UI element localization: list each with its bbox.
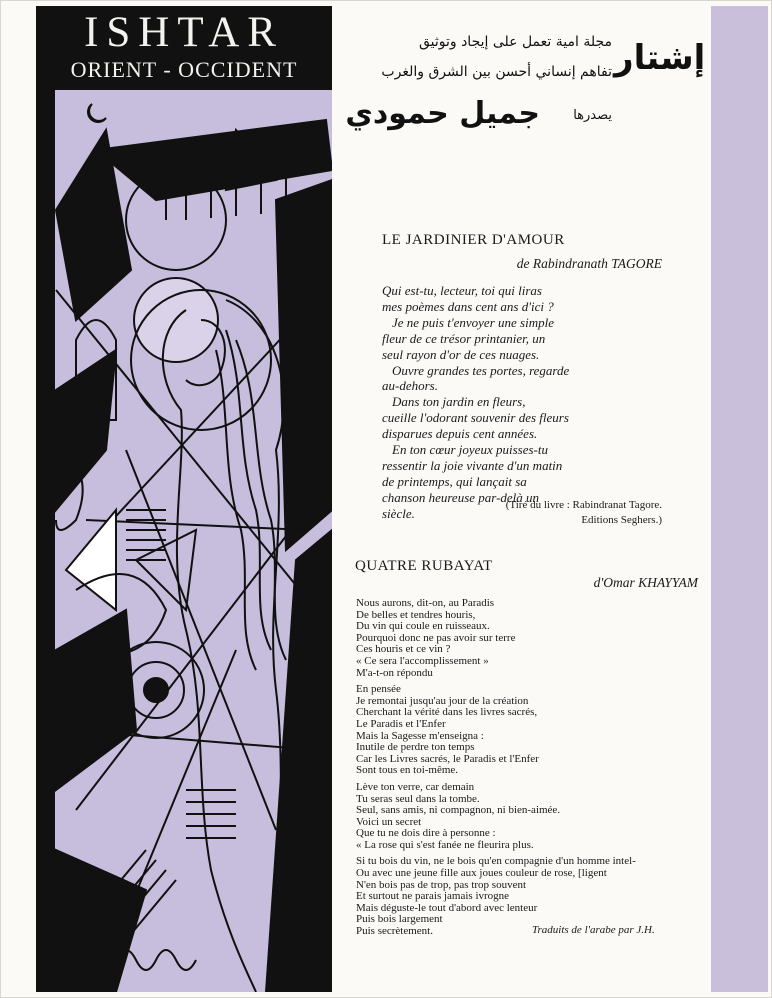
source-line: (Tiré du livre : Rabindranat Tagore. <box>505 499 662 511</box>
arabic-publisher-label: يصدرها <box>573 108 612 123</box>
poem-line: seul rayon d'or de ces nuages. <box>382 346 540 362</box>
poem1-title: LE JARDINIER D'AMOUR <box>382 232 565 248</box>
poem1-source <box>420 498 662 528</box>
poem-line: Dans ton jardin en fleurs, <box>392 394 526 410</box>
rubai-line: Si tu bois du vin, ne le bois qu'en compagnie d'un homme intel- <box>356 855 636 868</box>
poem-line: ressentir la joie vivante d'un matin <box>382 457 563 473</box>
rubai-line: « Ce sera l'accomplissement » <box>356 654 489 667</box>
rubai-line: En pensée <box>356 683 401 696</box>
masthead <box>36 6 332 90</box>
rubai-line: Ou avec une jeune fille aux joues couleur de rose, [ligent <box>356 867 607 880</box>
rubai-3 <box>356 782 706 852</box>
poem2-body <box>356 598 706 943</box>
rubai-line: Inutile de perdre ton temps <box>356 741 475 754</box>
rubai-line: Du vin qui coule en ruisseaux. <box>356 620 490 633</box>
rubai-line: Mais déguste-le tout d'abord avec lenteur <box>356 901 538 914</box>
rubai-line: Cherchant la vérité dans les livres sacrés, <box>356 706 538 719</box>
poem-line: cueille l'odorant souvenir des fleurs <box>382 410 569 426</box>
poem-line: disparues depuis cent années. <box>382 426 538 442</box>
rubai-line: Puis bois largement <box>356 913 443 926</box>
rubai-1 <box>356 598 706 679</box>
lilac-edge-strip <box>711 6 768 992</box>
rubai-line: Que tu ne dois dire à personne : <box>356 827 496 840</box>
rubai-line: Puis secrètement. <box>356 925 433 938</box>
rubai-line: Voici un secret <box>356 815 422 828</box>
translation-credit: Traduits de l'arabe par J.H. <box>532 924 655 936</box>
rubai-line: Pourquoi donc ne pas avoir sur terre <box>356 631 516 644</box>
poem-line: au-dehors. <box>382 378 438 394</box>
magazine-title: ISHTAR <box>84 9 284 56</box>
poem1-body <box>382 283 682 522</box>
cover-illustration <box>36 90 332 992</box>
arabic-logo: إشتار <box>614 38 706 78</box>
poem1-author: de Rabindranath TAGORE <box>516 256 662 271</box>
rubai-2 <box>356 684 706 777</box>
poem-line: siècle. <box>382 505 415 521</box>
rubai-line: Tu seras seul dans la tombe. <box>356 792 480 805</box>
poem-line: Qui est-tu, lecteur, toi qui liras <box>382 283 542 298</box>
rubai-line: Je remontai jusqu'au jour de la création <box>356 694 529 707</box>
ink-drawing <box>36 90 332 992</box>
poem-line: Ouvre grandes tes portes, regarde <box>392 362 570 378</box>
source-line: Editions Seghers.) <box>581 514 662 526</box>
magazine-subtitle: ORIENT - OCCIDENT <box>70 57 298 82</box>
poem-line: mes poèmes dans cent ans d'ici ? <box>382 298 554 314</box>
poem-line: Je ne puis t'envoyer une simple <box>392 314 554 330</box>
rubai-line: Ces houris et ce vin ? <box>356 643 451 656</box>
rubai-line: Mais la Sagesse m'enseigna : <box>356 729 484 742</box>
rubai-line: « La rose qui s'est fanée ne fleurira plus. <box>356 838 534 851</box>
rubai-line: Seul, sans amis, ni compagnon, ni bien-aimée. <box>356 804 561 817</box>
rubai-line: Sont tous en toi-même. <box>356 764 459 777</box>
arabic-publisher-name: جميل حمودي <box>345 96 540 131</box>
rubai-line: De belles et tendres houris, <box>356 608 476 621</box>
poem2-title: QUATRE RUBAYAT <box>355 558 493 574</box>
arabic-tagline-1: مجلة امية تعمل على إيجاد وتوثيق <box>418 34 612 50</box>
rubai-line: Et surtout ne parais jamais ivrogne <box>356 890 510 903</box>
rubai-line: Nous aurons, dit-on, au Paradis <box>356 597 495 609</box>
poem-line: En ton cœur joyeux puisses-tu <box>392 442 548 458</box>
rubai-line: Le Paradis et l'Enfer <box>356 717 446 730</box>
poem2-author: d'Omar KHAYYAM <box>593 575 698 590</box>
poem-line: de printemps, qui lançait sa <box>382 473 527 489</box>
rubai-line: M'a-t-on répondu <box>356 666 433 679</box>
arabic-tagline-2: تفاهم إنساني أحسن بين الشرق والغرب <box>381 64 612 80</box>
rubai-line: Lève ton verre, car demain <box>356 780 475 793</box>
rubai-line: Car les Livres sacrés, le Paradis et l'Enfer <box>356 752 539 765</box>
rubai-line: N'en bois pas de trop, pas trop souvent <box>356 878 527 891</box>
poem-line: chanson heureuse par-delà un <box>382 489 540 505</box>
poem-line: fleur de ce trésor printanier, un <box>382 330 546 346</box>
